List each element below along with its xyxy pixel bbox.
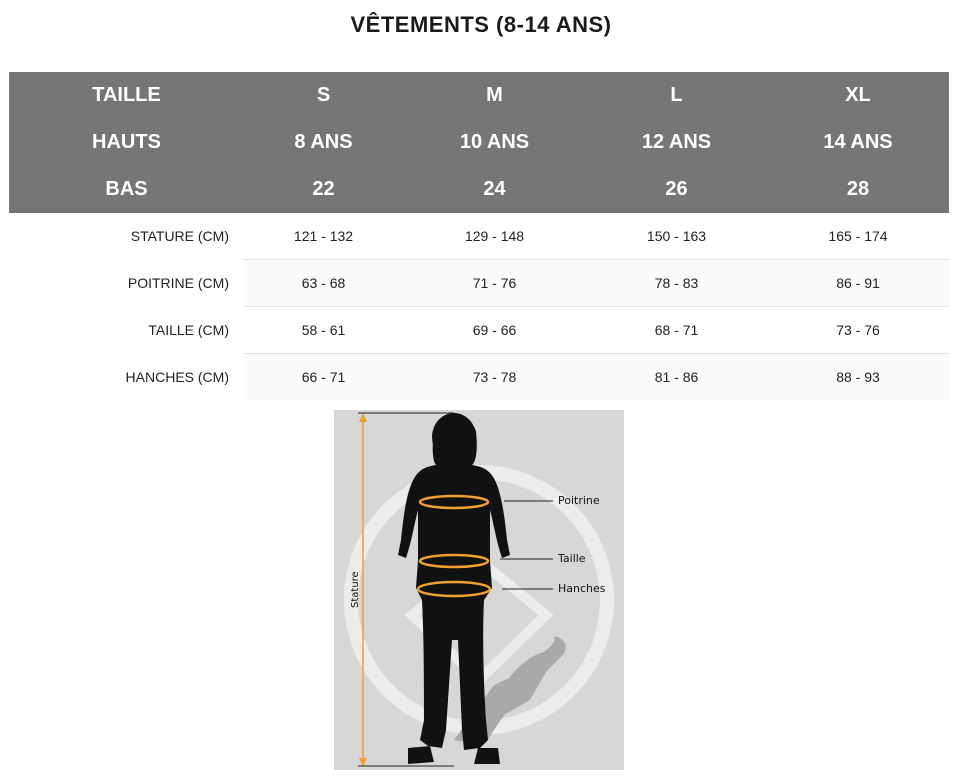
row-label: STATURE (CM) bbox=[9, 213, 244, 260]
header-cell: 14 ANS bbox=[767, 119, 949, 166]
table-cell: 165 - 174 bbox=[767, 213, 949, 260]
table-row-taille bbox=[9, 307, 949, 354]
row-label: HANCHES (CM) bbox=[9, 354, 244, 401]
page-title: VÊTEMENTS (8-14 ANS) bbox=[350, 12, 612, 37]
header-row-label: TAILLE bbox=[9, 72, 244, 119]
header-cell: 28 bbox=[767, 166, 949, 213]
header-cell: 26 bbox=[586, 166, 767, 213]
table-row-poitrine bbox=[9, 260, 949, 307]
header-row-hauts bbox=[9, 119, 949, 166]
header-cell: S bbox=[244, 72, 403, 119]
header-row-label: HAUTS bbox=[9, 119, 244, 166]
header-cell: XL bbox=[767, 72, 949, 119]
table-cell: 150 - 163 bbox=[586, 213, 767, 260]
table-cell: 121 - 132 bbox=[244, 213, 403, 260]
size-chart-table bbox=[9, 72, 949, 400]
table-cell: 86 - 91 bbox=[767, 260, 949, 307]
header-cell: 8 ANS bbox=[244, 119, 403, 166]
table-cell: 58 - 61 bbox=[244, 307, 403, 354]
table-row-stature bbox=[9, 213, 949, 260]
table-cell: 73 - 78 bbox=[403, 354, 586, 401]
header-cell: 10 ANS bbox=[403, 119, 586, 166]
header-cell: L bbox=[586, 72, 767, 119]
table-cell: 129 - 148 bbox=[403, 213, 586, 260]
table-cell: 66 - 71 bbox=[244, 354, 403, 401]
poitrine-label: Poitrine bbox=[558, 494, 600, 507]
table-row-hanches bbox=[9, 354, 949, 401]
header-cell: 12 ANS bbox=[586, 119, 767, 166]
table-cell: 78 - 83 bbox=[586, 260, 767, 307]
table-cell: 68 - 71 bbox=[586, 307, 767, 354]
row-label: POITRINE (CM) bbox=[9, 260, 244, 307]
header-row-taille bbox=[9, 72, 949, 119]
row-label: TAILLE (CM) bbox=[9, 307, 244, 354]
measurement-figure bbox=[334, 410, 624, 770]
table-cell: 69 - 66 bbox=[403, 307, 586, 354]
taille-label: Taille bbox=[558, 552, 586, 565]
table-cell: 73 - 76 bbox=[767, 307, 949, 354]
header-cell: M bbox=[403, 72, 586, 119]
header-cell: 22 bbox=[244, 166, 403, 213]
table-cell: 81 - 86 bbox=[586, 354, 767, 401]
stature-label: Stature bbox=[350, 571, 361, 608]
header-row-bas bbox=[9, 166, 949, 213]
header-cell: 24 bbox=[403, 166, 586, 213]
header-row-label: BAS bbox=[9, 166, 244, 213]
table-cell: 71 - 76 bbox=[403, 260, 586, 307]
table-cell: 88 - 93 bbox=[767, 354, 949, 401]
hanches-label: Hanches bbox=[558, 582, 606, 595]
table-cell: 63 - 68 bbox=[244, 260, 403, 307]
